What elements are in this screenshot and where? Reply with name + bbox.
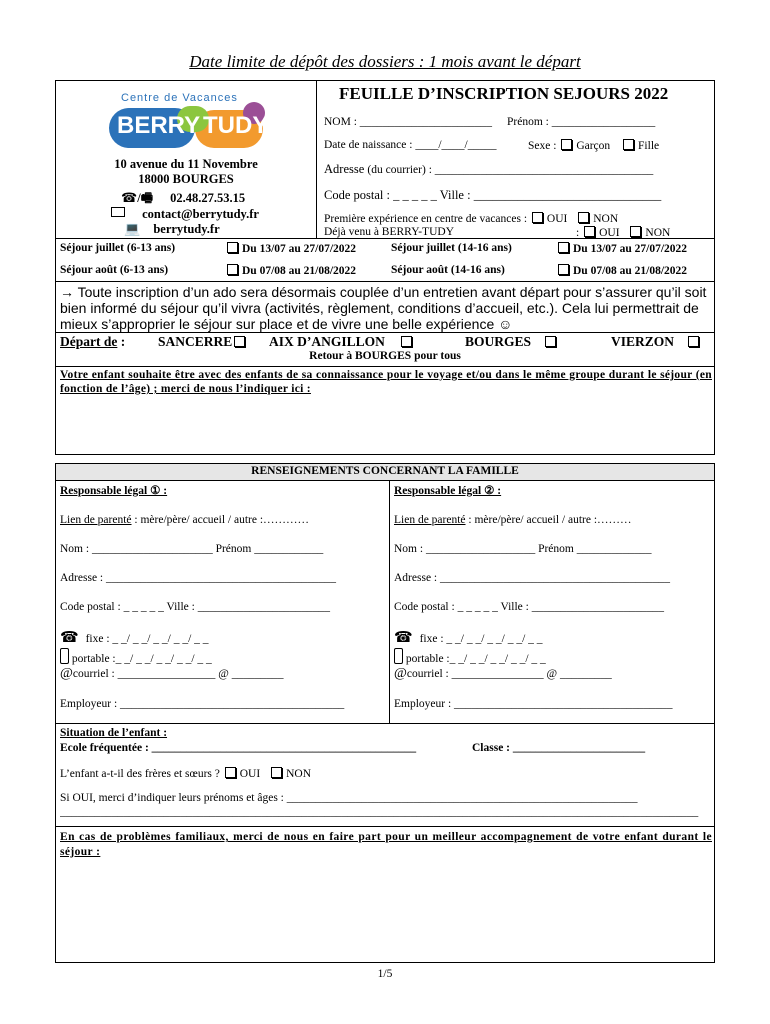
portable-1[interactable]: portable :_ _/ _ _/ _ _/ _ _/ _ _ [60,648,212,665]
depart-row: Départ de : [60,334,126,349]
classe-field[interactable]: Classe : _______________________ [472,742,646,754]
ado-notice: → Toute inscription d’un ado sera désormais couplée d’un entretien avant départ pour s’assurer qu’il soit bien informé du séjour qu’il vivra (activités, règlement, conditions d’accueil, etc.). Cela lui permettrait de mieux s’approprier le séjour sur place et de vivre une belle expérience ☺ [60,284,707,332]
logo [105,92,270,148]
org-phone: ☎/🖷 02.48.27.53.15 [121,189,245,211]
phone-icon: ☎ [394,628,413,646]
famille-header: RENSEIGNEMENTS CONCERNANT LA FAMILLE [251,465,519,477]
portable-2[interactable]: portable :_ _/ _ _/ _ _/ _ _/ _ _ [394,648,546,665]
sejour-juillet-14-16: Séjour juillet (14-16 ans) [391,242,512,254]
garcon-checkbox[interactable] [561,139,572,150]
sejour-juillet-14-16-dates[interactable]: Du 13/07 au 27/07/2022 [556,242,687,255]
mobile-icon [394,648,403,664]
employeur-1[interactable]: Employeur : _______________________________________ [60,698,345,710]
org-email-text: contact@berrytudy.fr [142,207,259,221]
premiere-experience-row: Première expérience en centre de vacances : OUI NON [324,213,619,225]
code-postal-field[interactable]: Code postal : _ _ _ _ _ Ville : ______________________________ [324,188,662,202]
deja-venu-row [324,226,454,238]
phone-icon: ☎ [60,628,79,646]
email-icon [111,207,125,217]
sejour-checkbox[interactable] [558,242,569,253]
sejour-checkbox[interactable] [558,264,569,275]
birthdate-field[interactable]: Date de naissance : ____/____/_____ [324,139,497,151]
problemes-answer-area[interactable] [58,862,712,960]
logo-tudy: TUDY [203,112,269,139]
code-postal-1[interactable]: Code postal : _ _ _ _ _ Ville : _______________________ [60,601,330,613]
courriel-2[interactable]: @courriel : ________________ @ _________ [394,666,612,681]
depart-aix[interactable]: AIX D’ANGILLON [269,334,416,350]
adresse-2[interactable]: Adresse : ________________________________________ [394,572,670,584]
depart-vierzon[interactable]: VIERZON [611,334,703,350]
depart-label: Départ de [60,334,118,349]
freres-non-checkbox[interactable] [271,767,282,778]
garcon-label: Garçon [576,140,611,152]
fax-icon: 🖷 [140,191,153,206]
nom-field[interactable]: NOM : _______________________ [324,116,493,128]
adresse-field[interactable] [324,162,653,177]
prenom-field[interactable]: Prénom : __________________ [507,116,656,128]
sejour-juillet-6-13: Séjour juillet (6-13 ans) [60,242,176,254]
page-number: 1/5 [377,968,393,980]
friends-answer-area[interactable] [58,398,712,452]
deadline-title: Date limite de dépôt des dossiers : 1 mois avant le départ [189,52,581,71]
org-address-line1: 10 avenue du 11 Novembre [114,157,258,171]
adresse-1[interactable]: Adresse : ________________________________________ [60,572,336,584]
computer-icon: 💻 [124,222,141,237]
responsable-2-title: Responsable légal ② : [394,485,502,497]
org-phone-number: 02.48.27.53.15 [170,191,246,205]
sejour-checkbox[interactable] [227,264,238,275]
lien-parente-1[interactable]: Lien de parenté : mère/père/ accueil / autre :………… [60,514,310,526]
org-address-line2: 18000 BOURGES [138,172,234,186]
adresse-line: (du courrier) : ______________________________________ [367,164,654,176]
nom-prenom-2[interactable]: Nom : ___________________ Prénom _____________ [394,543,652,555]
premiere-non-checkbox[interactable] [578,212,589,223]
fille-checkbox[interactable] [623,139,634,150]
org-website-text: berrytudy.fr [153,222,220,236]
org-website[interactable] [124,222,220,237]
friends-instructions: Votre enfant souhaite être avec des enfants de sa connaissance pour le voyage et/ou dans le même groupe durant le séjour (en fonction de l’âge) ; merci de nous l’indiquer ici : [60,369,712,395]
bourges-checkbox[interactable] [545,336,556,347]
sejour-checkbox[interactable] [227,242,238,253]
ecole-field[interactable]: Ecole fréquentée : ______________________________________________ [60,742,417,754]
vierzon-checkbox[interactable] [688,336,699,347]
deja-non-checkbox[interactable] [630,226,641,237]
freres-question: L’enfant a-t-il des frères et sœurs ? OUI NON [60,768,311,780]
sejour-aout-14-16-dates[interactable]: Du 07/08 au 21/08/2022 [556,264,687,277]
freres-oui-checkbox[interactable] [225,767,236,778]
employeur-2[interactable]: Employeur : ______________________________________ [394,698,673,710]
deja-label: Déjà venu à BERRY-TUDY [324,226,454,238]
sejour-aout-14-16: Séjour août (14-16 ans) [391,264,505,276]
deja-venu-options: : OUI NON [576,227,671,239]
form-title: FEUILLE D’INSCRIPTION SEJOURS 2022 [339,84,669,103]
depart-bourges[interactable]: BOURGES [465,334,560,350]
logo-subtitle: Centre de Vacances [121,92,238,104]
freres-details[interactable]: Si OUI, merci d’indiquer leurs prénoms et âges : _____________________________________________________________ [60,792,638,804]
responsable-1-title: Responsable légal ① : [60,485,168,497]
fixe-2[interactable]: ☎ fixe : _ _/ _ _/ _ _/ _ _/ _ _ [394,628,543,646]
sejour-aout-6-13: Séjour août (6-13 ans) [60,264,169,276]
nom-prenom-1[interactable]: Nom : _____________________ Prénom ____________ [60,543,324,555]
sexe-group [528,139,659,152]
mobile-icon [60,648,69,664]
at-icon: @ [60,666,73,681]
code-postal-2[interactable]: Code postal : _ _ _ _ _ Ville : _______________________ [394,601,664,613]
retour-text: Retour à BOURGES pour tous [309,350,461,362]
logo-berry: BERRY [117,112,201,139]
depart-sancerre[interactable]: SANCERRE [158,334,249,350]
sejour-aout-6-13-dates[interactable]: Du 07/08 au 21/08/2022 [225,264,356,277]
courriel-1[interactable]: @courriel : _________________ @ _________ [60,666,284,681]
fille-label: Fille [638,140,660,152]
aix-checkbox[interactable] [401,336,412,347]
adresse-label: Adresse [324,162,365,176]
freres-details-line[interactable]: _______________________________________________________________________________________________________________ [60,806,699,818]
fixe-1[interactable]: ☎ fixe : _ _/ _ _/ _ _/ _ _/ _ _ [60,628,209,646]
situation-title: Situation de l’enfant : [60,727,168,739]
sancerre-checkbox[interactable] [234,336,245,347]
at-icon: @ [394,666,407,681]
lien-parente-2[interactable]: Lien de parenté : mère/père/ accueil / autre :……… [394,514,632,526]
phone-icon: ☎ [121,191,138,206]
sexe-label: Sexe : [528,140,557,152]
premiere-oui-checkbox[interactable] [532,212,543,223]
premiere-label: Première expérience en centre de vacances : [324,213,528,225]
problemes-instructions: En cas de problèmes familiaux, merci de nous en faire part pour un meilleur accompagnement de votre enfant durant le séjour : [60,831,712,858]
org-email[interactable] [111,207,259,222]
deja-oui-checkbox[interactable] [584,226,595,237]
sejour-juillet-6-13-dates[interactable]: Du 13/07 au 27/07/2022 [225,242,356,255]
